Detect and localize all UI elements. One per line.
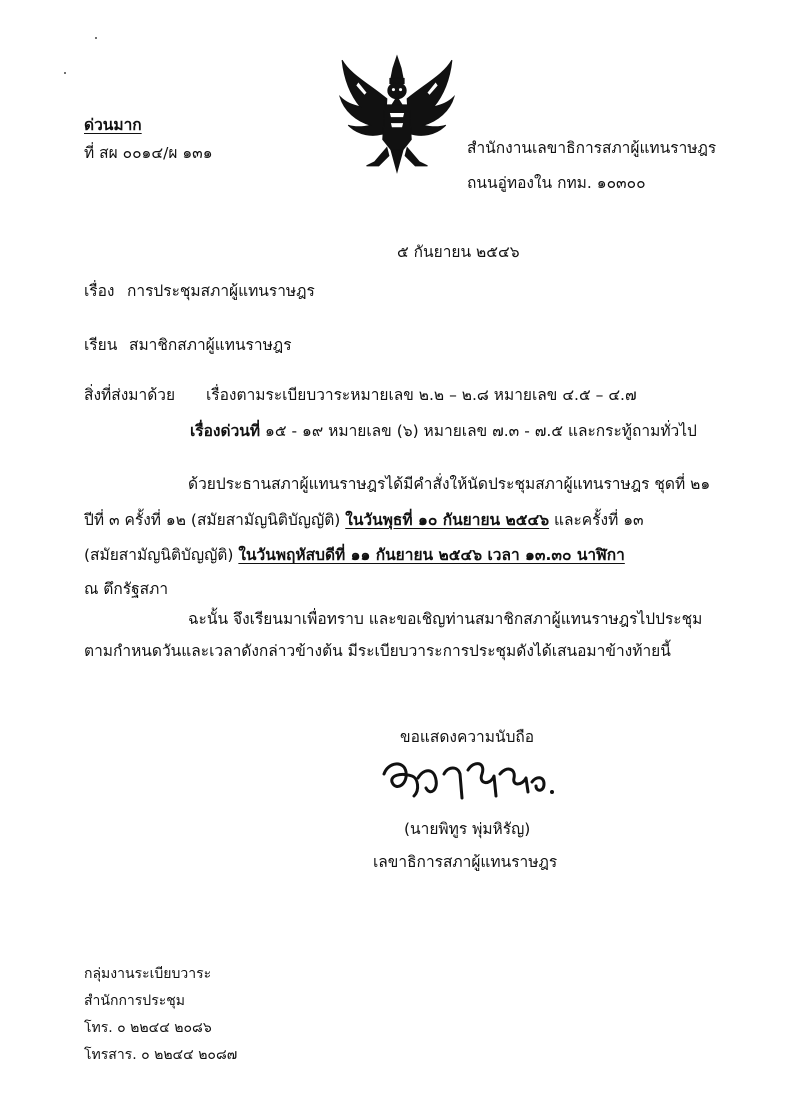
- enclosure-line-1: เรื่องตามระเบียบวาระหมายเลข ๒.๒ – ๒.๘ หมายเลข ๔.๕ – ๔.๗: [206, 386, 637, 404]
- footer-unit: กลุ่มงานระเบียบวาระ: [84, 966, 212, 982]
- signature-icon: [378, 752, 568, 804]
- recipient-label: เรียน: [84, 336, 118, 354]
- body-p1-line-3: [84, 545, 625, 565]
- signer-title: เลขาธิการสภาผู้แทนราษฎร: [373, 853, 558, 871]
- closing-salutation: ขอแสดงความนับถือ: [400, 728, 535, 746]
- recipient-text: สมาชิกสภาผู้แทนราษฎร: [129, 336, 292, 354]
- enclosure-label: สิ่งที่ส่งมาด้วย: [84, 386, 176, 404]
- session-type: (สมัยสามัญนิติบัญญัติ): [84, 546, 239, 564]
- body-p1-line-1: ด้วยประธานสภาผู้แทนราษฎรได้มีคำสั่งให้นัดประชุมสภาผู้แทนราษฎร ชุดที่ ๒๑: [188, 475, 711, 493]
- session-info-2: และครั้งที่ ๑๓: [549, 511, 644, 529]
- footer-division: สำนักการประชุม: [84, 993, 185, 1009]
- subject-text: การประชุมสภาผู้แทนราษฎร: [127, 282, 315, 300]
- garuda-emblem-icon: [336, 52, 458, 174]
- scan-speck: [95, 37, 97, 39]
- body-p1-line-4: ณ ตึกรัฐสภา: [84, 580, 169, 598]
- body-p2-line-1: ฉะนั้น จึงเรียนมาเพื่อทราบ และขอเชิญท่านสมาชิกสภาผู้แทนราษฎรไปประชุม: [188, 610, 703, 628]
- footer-phone: โทร. ๐ ๒๒๔๔ ๒๐๘๖: [84, 1020, 212, 1036]
- enclosure-line-2-rest: ๑๕ - ๑๙ หมายเลข (๖) หมายเลข ๗.๓ - ๗.๕ และกระทู้ถามทั่วไป: [260, 422, 697, 440]
- body-p2-line-2: ตามกำหนดวันและเวลาดังกล่าวข้างต้น มีระเบียบวาระการประชุมดังได้เสนอมาข้างท้ายนี้: [84, 642, 671, 660]
- enclosure-line-2: [190, 421, 697, 441]
- footer-fax: โทรสาร. ๐ ๒๒๔๔ ๒๐๘๗: [84, 1047, 238, 1063]
- subject-label: เรื่อง: [84, 282, 115, 300]
- office-name: สำนักงานเลขาธิการสภาผู้แทนราษฎร: [467, 139, 717, 157]
- letter-date: ๕ กันยายน ๒๕๔๖: [397, 243, 520, 261]
- meeting-date-2: ในวันพฤหัสบดีที่ ๑๑ กันยายน ๒๕๔๖ เวลา ๑๓.๓๐ นาฬิกา: [238, 546, 625, 564]
- scan-speck: [64, 72, 66, 74]
- signer-name: (นายพิทูร พุ่มหิรัญ): [404, 820, 531, 838]
- urgency-label: ด่วนมาก: [84, 116, 142, 134]
- urgent-matter-label: เรื่องด่วนที่: [190, 422, 261, 440]
- reference-number: ที่ สผ ๐๐๑๔/ผ ๑๓๑: [84, 144, 213, 162]
- meeting-date-1: ในวันพุธที่ ๑๐ กันยายน ๒๕๔๖: [345, 511, 550, 529]
- session-info: ปีที่ ๓ ครั้งที่ ๑๒ (สมัยสามัญนิติบัญญัติ): [84, 511, 346, 529]
- office-address: ถนนอู่ทองใน กทม. ๑๐๓๐๐: [467, 174, 646, 192]
- body-p1-line-2: [84, 510, 644, 530]
